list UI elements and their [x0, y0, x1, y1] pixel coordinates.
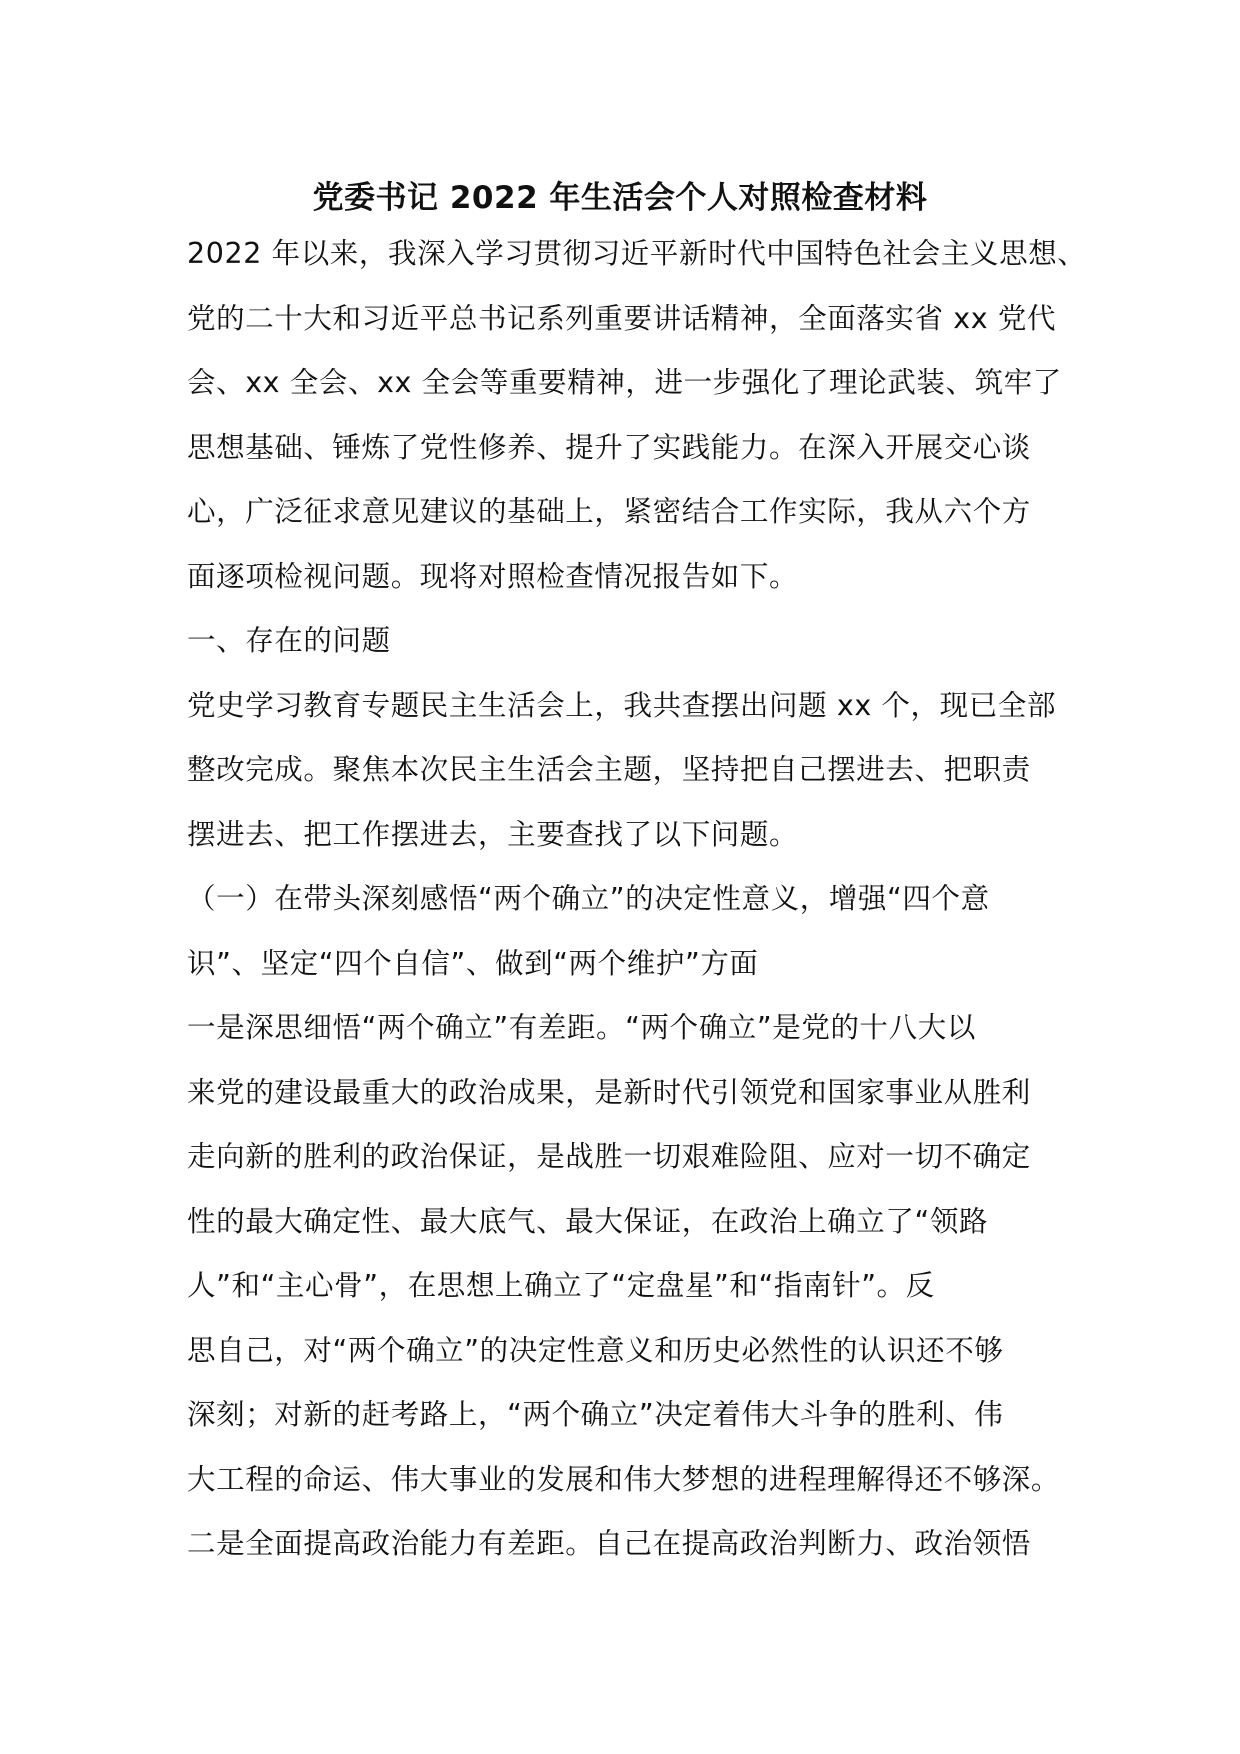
body-line: 思想基础、锤炼了党性修养、提升了实践能力。在深入开展交心谈: [187, 430, 1031, 464]
body-line: 大工程的命运、伟大事业的发展和伟大梦想的进程理解得还不够深。: [187, 1462, 1061, 1496]
body-line: 走向新的胜利的政治保证，是战胜一切艰难险阻、应对一切不确定: [187, 1140, 1031, 1173]
subsection-heading: （一）在带头深刻感悟“两个确立”的决定性意义，增强“四个意: [187, 882, 990, 915]
body-line: 党史学习教育专题民主生活会上，我共查摆出问题 xx 个，现已全部: [187, 688, 1057, 722]
body-line: 面逐项检视问题。现将对照检查情况报告如下。: [187, 559, 799, 593]
body-line: 摆进去、把工作摆进去，主要查找了以下问题。: [187, 817, 799, 851]
body-line: 党的二十大和习近平总书记系列重要讲话精神，全面落实省 xx 党代: [187, 301, 1057, 335]
body-line: 来党的建设最重大的政治成果，是新时代引领党和国家事业从胜利: [187, 1075, 1031, 1109]
document-title: 党委书记 2022 年生活会个人对照检查材料: [312, 180, 928, 216]
body-line: 性的最大确定性、最大底气、最大保证，在政治上确立了“领路: [187, 1204, 989, 1238]
body-line: 二是全面提高政治能力有差距。自己在提高政治判断力、政治领悟: [187, 1527, 1031, 1560]
section-heading: 一、存在的问题: [187, 624, 391, 657]
body-line: 会、xx 全会、xx 全会等重要精神，进一步强化了理论武装、筑牢了: [187, 366, 1062, 399]
document-body: [187, 222, 1087, 1577]
subsection-heading: 识”、坚定“四个自信”、做到“两个维护”方面: [187, 946, 759, 980]
body-line: 人”和“主心骨”，在思想上确立了“定盘星”和“指南针”。反: [187, 1269, 935, 1302]
body-line: 心，广泛征求意见建议的基础上，紧密结合工作实际，我从六个方: [187, 495, 1031, 528]
body-line: 一是深思细悟“两个确立”有差距。“两个确立”是党的十八大以: [187, 1011, 976, 1044]
body-line: 整改完成。聚焦本次民主生活会主题，坚持把自己摆进去、把职责: [187, 753, 1031, 786]
body-line: 2022 年以来，我深入学习贯彻习近平新时代中国特色社会主义思想、: [187, 237, 1087, 270]
body-line: 深刻；对新的赶考路上，“两个确立”决定着伟大斗争的胜利、伟: [187, 1398, 1004, 1431]
body-line: 思自己，对“两个确立”的决定性意义和历史必然性的认识还不够: [187, 1333, 1004, 1367]
